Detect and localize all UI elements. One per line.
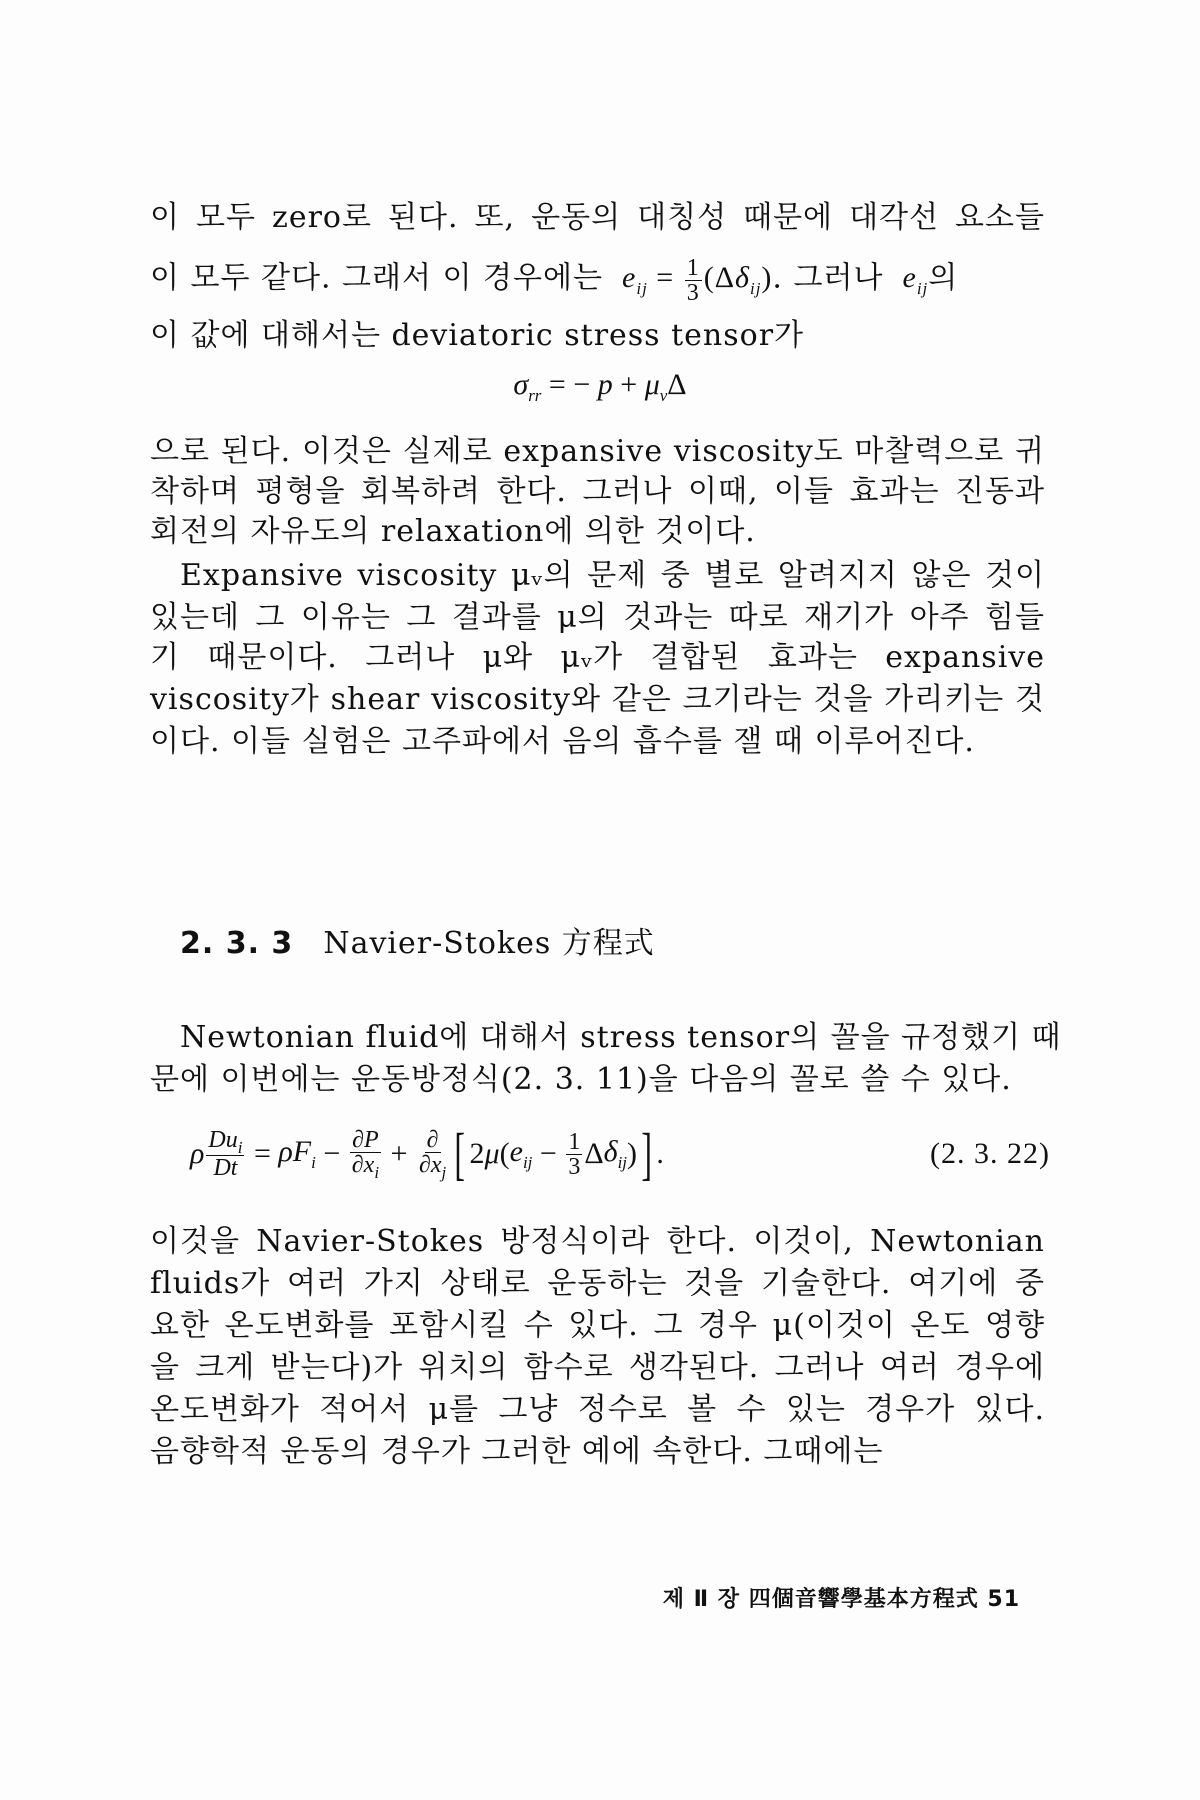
text-line: Newtonian fluid에 대해서 stress tensor의 꼴을 규정했기 때	[180, 1020, 1062, 1055]
section-heading	[180, 918, 655, 962]
text-line: 착하며 평형을 회복하려 한다. 그러나 이때, 이들 효과는 진동과	[150, 474, 1045, 509]
text-line: 이다. 이들 실험은 고주파에서 음의 흡수를 잴 때 이루어진다.	[150, 724, 975, 759]
equation-number: (2. 3. 22)	[930, 1137, 1050, 1170]
text-line: viscosity가 shear viscosity와 같은 크기라는 것을 가리키는 것	[150, 682, 1045, 717]
text-line: 회전의 자유도의 relaxation에 의한 것이다.	[150, 514, 756, 549]
text-line: 음향학적 운동의 경우가 그러한 예에 속한다. 그때에는	[150, 1434, 884, 1469]
text-line: 문에 이번에는 운동방정식(2. 3. 11)을 다음의 꼴로 쓸 수 있다.	[150, 1062, 1012, 1097]
text-line-with-formula	[150, 256, 1045, 309]
text-line: 요한 온도변화를 포함시킬 수 있다. 그 경우 μ(이것이 온도 영향	[150, 1308, 1045, 1343]
text-line: 기 때문이다. 그러나 μ와 μᵥ가 결합된 효과는 expansive	[150, 640, 1045, 675]
text-line: 온도변화가 적어서 μ를 그냥 정수로 볼 수 있는 경우가 있다.	[150, 1392, 1045, 1427]
text-line: 이 모두 zero로 된다. 또, 운동의 대칭성 때문에 대각선 요소들	[150, 200, 1045, 235]
equation-sigma-rr: $\sigma_{rr}$ = − $p + \mu_v\Delta$	[513, 368, 687, 405]
text-line: 이것을 Navier-Stokes 방정식이라 한다. 이것이, Newtonian	[150, 1224, 1045, 1259]
inline-formula: $e_{ij}$ = $\frac{1}{3}$ $(\Delta\delta_{ij})$	[613, 255, 773, 306]
page-footer: 제 Ⅱ 장 四個音響學基本方程式 51	[662, 1587, 1020, 1612]
text-segment: . 그러나	[772, 260, 884, 296]
text-line: Expansive viscosity μᵥ의 문제 중 별로 알려지지 않은 것이	[180, 558, 1045, 593]
equation-navier-stokes: ρ $\frac{Du_i}{Dt}$ = $\rho F_i$ − $\frac{\partial P}{\partial x_i}$ + $\frac{\partial}{\partial x_j}$ [ 2 μ ( $e_{ij}$ − $\frac{1}{3}$ Δ $\delta_{ij}$ ) ] . (2. 3. 22)	[190, 1121, 1050, 1186]
inline-symbol: $e_{ij}$	[893, 261, 929, 299]
text-segment: 이 모두 같다. 그래서 이 경우에는	[150, 260, 603, 296]
section-number: 2. 3. 3	[180, 926, 294, 961]
text-line: 있는데 그 이유는 그 결과를 μ의 것과는 따로 재기가 아주 힘들	[150, 600, 1045, 635]
text-line: 이 값에 대해서는 deviatoric stress tensor가	[150, 318, 805, 353]
text-line: 으로 된다. 이것은 실제로 expansive viscosity도 마찰력으로 귀	[150, 434, 1045, 469]
text-segment: 의	[928, 260, 959, 296]
section-title: Navier-Stokes 方程式	[323, 926, 655, 961]
text-line: fluids가 여러 가지 상태로 운동하는 것을 기술한다. 여기에 중	[150, 1266, 1045, 1301]
text-line: 을 크게 받는다)가 위치의 함수로 생각된다. 그러나 여러 경우에	[150, 1350, 1045, 1385]
